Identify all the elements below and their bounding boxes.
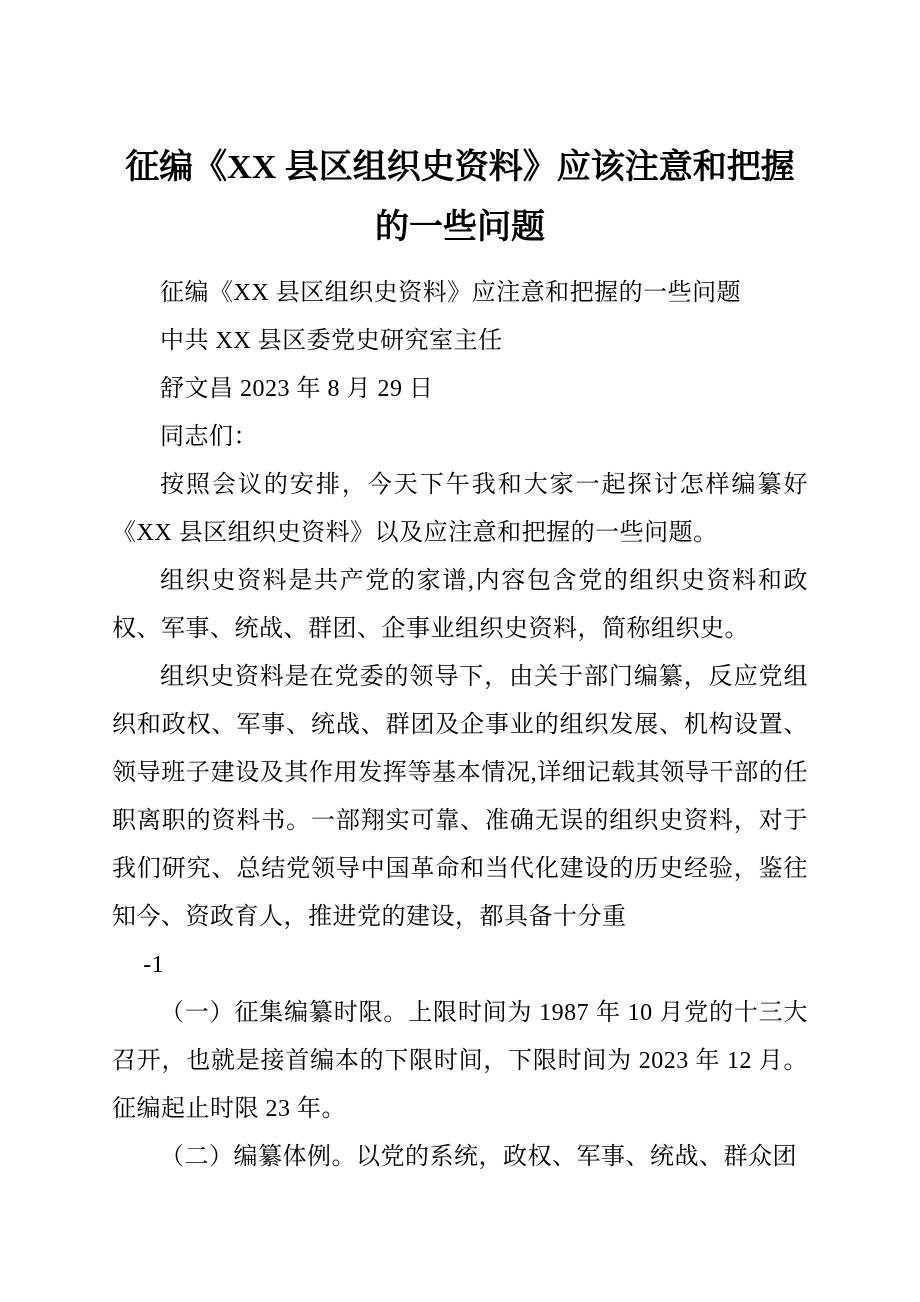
paragraph: 征编《XX 县区组织史资料》应注意和把握的一些问题 [160,280,742,306]
paragraph: 按照会议的安排，今天下午我和大家一起探讨怎样编纂好《XX 县区组织史资料》以及应注意和把握的一些问题。 [112,472,808,546]
paragraph: 组织史资料是在党委的领导下，由关于部门编纂，反应党组织和政权、军事、统战、群团及企事业的组织发展、机构设置、领导班子建设及其作用发挥等基本情况,详细记载其领导干部的任职离职的资料书。一部翔实可靠、准确无误的组织史资料，对于我们研究、总结党领导中国革命和当代化建设的历史经验，鉴往知今、资政育人，推进党的建设，都具备十分重 [112,664,808,930]
paragraph: （一）征集编纂时限。上限时间为 1987 年 10 月党的十三大召开，也就是接首编本的下限时间，下限时间为 2023 年 12 月。征编起止时限 23 年。 [112,1000,808,1122]
page-number-marker: -1 [143,952,165,978]
paragraph: 舒文昌 2023 年 8 月 29 日 [160,376,434,402]
paragraph: 中共 XX 县区委党史研究室主任 [160,328,503,354]
document-title: 征编《XX 县区组织史资料》应该注意和把握的一些问题 [125,149,795,246]
paragraph: 同志们： [160,424,258,450]
paragraph: （二）编纂体例。以党的系统，政权、军事、统战、群众团 [160,1144,797,1170]
paragraph: 组织史资料是共产党的家谱,内容包含党的组织史资料和政权、军事、统战、群团、企事业组织史资料，简称组织史。 [112,568,808,642]
